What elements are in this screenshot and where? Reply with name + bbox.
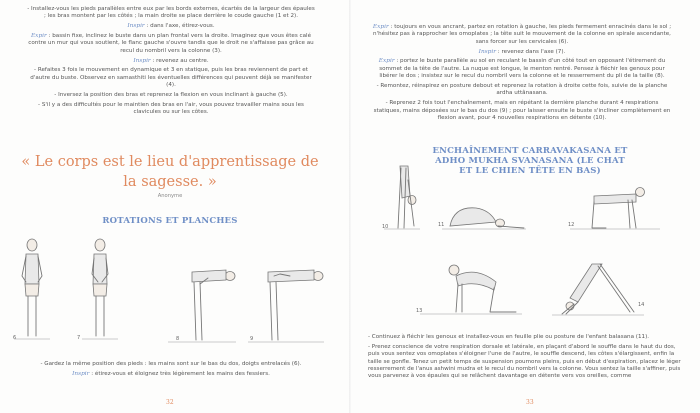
right-text-block bbox=[372, 24, 672, 125]
right-bottom-paragraph-2: - Prenez conscience de votre respiration dorsale et latérale, en plaçant d'abord le souffle dans le haut du dos, puis vous sentez vos omoplates s'éloigner l'une de l'autre, le souffle descend, les côtes s'élargissent, enfin la taille se gonfle. Tenez un petit temps de suspension poumons pleins, puis en début d'expiration, placez le léger resserrement de l'anus ashwini mudra et le recul du nombril vers la colonne. Vous sentez la taille s'affiner, puis vous parvenez à vos épaules qui se relâchent davantage en détente vers vos oreilles, comme bbox=[368, 343, 681, 380]
right-bottom-paragraph-1: - Continuez à fléchir les genoux et installez-vous en feuille plie ou posture de l'enfant balasana (11). bbox=[368, 334, 650, 340]
left-bottom-paragraph-1: - Gardez la même position des pieds : les mains sont sur le bas du dos, doigts entrelacés (6). bbox=[40, 361, 302, 367]
right-page bbox=[360, 0, 700, 413]
quote-author: Anonyme bbox=[157, 193, 183, 199]
figure-forward-fold bbox=[382, 160, 422, 232]
left-paragraph-3: Expir : bassin fixe, inclinez le buste dans un plan frontal vers la droite. Imaginez que vous êtes calé contre un mur qui vous soutient, le flanc gauche s'ouvre tandis que le droit ne s'affaisse pas grâce au recul du nombril vers la colonne (3). bbox=[28, 33, 314, 54]
figure-label-12: 12 bbox=[568, 222, 575, 228]
quote: « Le corps est le lieu d'apprentissage de la sagesse. » bbox=[21, 154, 319, 190]
figure-table-pose bbox=[566, 178, 662, 232]
right-paragraph-2: Inspir : revenez dans l'axe (7). bbox=[478, 48, 566, 55]
figure-label-9: 9 bbox=[250, 336, 254, 342]
right-paragraph-3: Expir : portez le buste parallèle au sol en reculant le bassin d'un côté tout en opposant l'étirement du sommet de la tête de l'autre. La nuque est longue, le menton rentré. Pensez à fléchir les genoux pour libérer le dos ; insistez sur le recul du nombril vers la colonne et le resserrement du pli de la taille (8). bbox=[378, 58, 666, 80]
right-paragraph-4: - Remontez, réinspirez en posture debout et reprenez la rotation à droite cette fois, suivie de la planche ardha uttânasana. bbox=[376, 83, 668, 97]
right-bottom-text bbox=[368, 334, 686, 383]
page-number-right: 33 bbox=[526, 399, 534, 406]
section-title-rotations: ROTATIONS ET PLANCHES bbox=[102, 216, 238, 226]
left-paragraph-1: - Installez-vous les pieds parallèles entre eux par les bords externes, écartés de la largeur des épaules ; les bras montent par les côtés ; la main droite se place derrière le coude gauche (1 et 2). bbox=[27, 6, 315, 20]
left-bottom-paragraph-2: Inspir : étirez-vous et éloignez très légèrement les mains des fessiers. bbox=[72, 370, 270, 377]
right-paragraph-5: - Reprenez 2 fois tout l'enchaînement, mais en répétant la dernière planche durant 4 respirations statiques, mains déposées sur le bas du dos (9) ; pour laisser ensuite le buste s'incliner complètement en flexion avant, pour 4 nouvelles respirations en détente (10). bbox=[373, 100, 671, 122]
left-paragraph-2: Inspir : dans l'axe, étirez-vous. bbox=[127, 23, 215, 30]
figure-label-6: 6 bbox=[13, 335, 17, 341]
figure-label-8: 8 bbox=[176, 336, 180, 342]
left-paragraph-5: - Refaites 3 fois le mouvement en dynamique et 3 en statique, puis les bras reviennent de part et d'autre du buste. Observez en samasthiti les éventuelles différences qui peuvent déjà se manifester (4). bbox=[30, 67, 312, 89]
figure-downward-dog bbox=[548, 258, 648, 318]
right-paragraph-1: Expir : toujours en vous ancrant, partez en rotation à gauche, les pieds fermement enracinés dans le sol ; n'hésitez pas à rapprocher les omoplates ; la tête suit le mouvement de la colonne en spirale ascendante, sans forcer sur les cervicales (6). bbox=[372, 24, 672, 45]
figure-hands-back-fold bbox=[244, 256, 326, 346]
figure-label-11: 11 bbox=[438, 222, 445, 228]
left-paragraph-7: - S'il y a des difficultés pour le maintien des bras en l'air, vous pouvez travailler mains sous les clavicules ou sur les côtes. bbox=[38, 101, 304, 116]
left-page bbox=[0, 0, 340, 413]
figure-label-14: 14 bbox=[638, 302, 645, 308]
left-bottom-text bbox=[26, 361, 316, 381]
left-text-block bbox=[26, 6, 316, 119]
figure-label-13: 13 bbox=[416, 308, 423, 314]
left-paragraph-4: Inspir : revenez au centre. bbox=[133, 57, 209, 64]
figure-standing-back bbox=[77, 236, 120, 346]
section-title-sequence: ENCHAÎNEMENT CARRAVAKASANA ET ADHO MUKHA SVANASANA (LE CHAT ET LE CHIEN TÊTE EN BAS) bbox=[432, 146, 628, 176]
book-gutter bbox=[349, 0, 351, 413]
figure-child-pose bbox=[438, 196, 528, 232]
figure-label-10: 10 bbox=[382, 224, 389, 230]
figure-flat-back-fold bbox=[158, 256, 238, 346]
left-paragraph-6: - Inversez la position des bras et reprenez la flexion en vous inclinant à gauche (5). bbox=[54, 92, 288, 99]
figure-label-7: 7 bbox=[77, 335, 81, 341]
page-number-left: 32 bbox=[166, 399, 174, 406]
figure-cat-pose bbox=[416, 258, 526, 318]
figure-standing-front bbox=[12, 236, 52, 346]
